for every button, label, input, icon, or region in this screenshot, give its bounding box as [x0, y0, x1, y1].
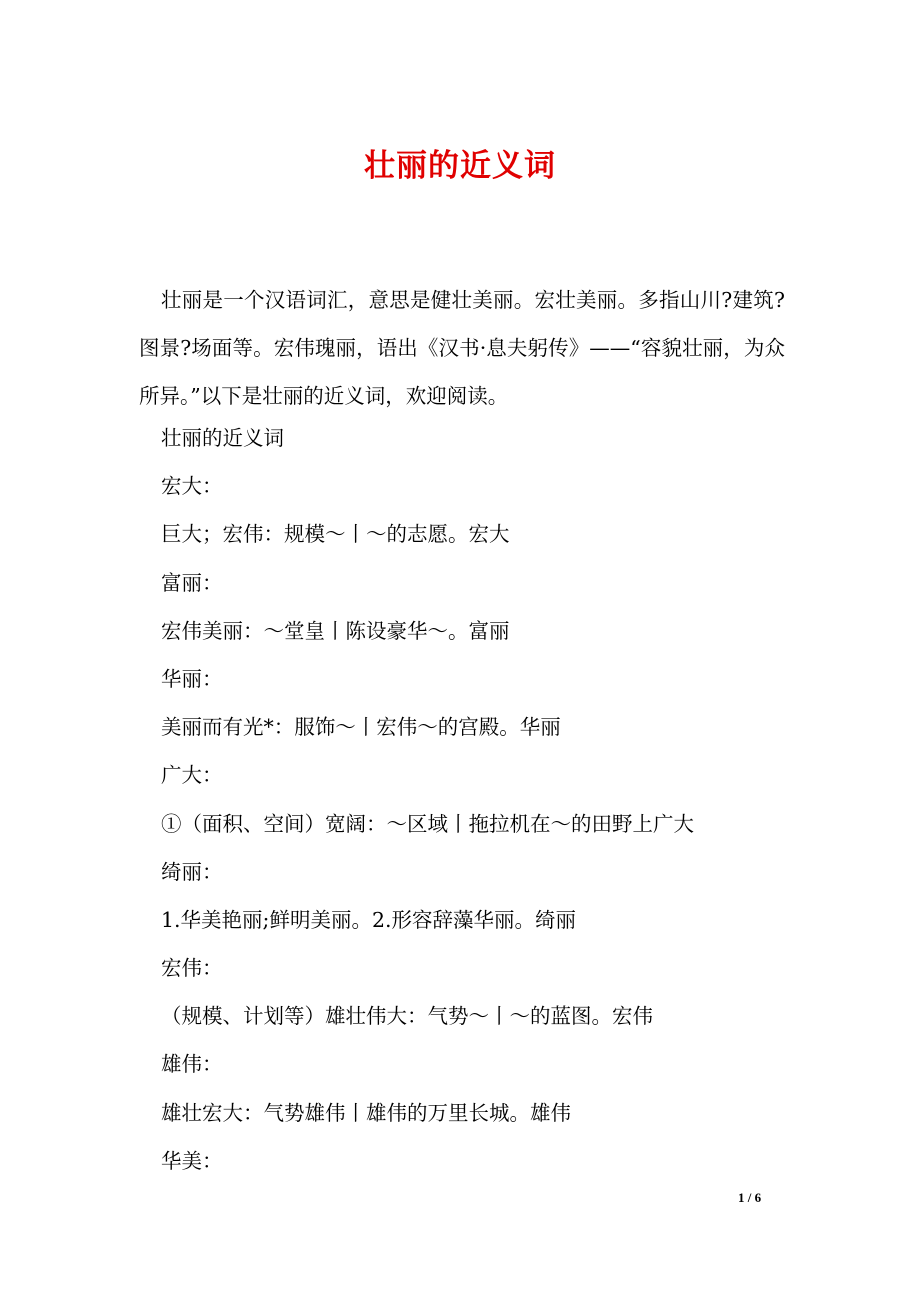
- list-item: 雄壮宏大：气势雄伟丨雄伟的万里长城。雄伟: [161, 1100, 571, 1125]
- list-item: （规模、计划等）雄壮伟大：气势～丨～的蓝图。宏伟: [161, 1004, 653, 1029]
- intro-paragraph: 壮丽是一个汉语词汇，意思是健壮美丽。宏壮美丽。多指山川?建筑?图景?场面等。宏伟瑰丽，语出《汉书·息夫躬传》——“容貌壮丽，为众所异。”以下是壮丽的近义词，欢迎阅读。: [139, 288, 785, 408]
- page-number: 1 / 6: [738, 1190, 762, 1205]
- list-item: 壮丽的近义词: [161, 426, 284, 450]
- list-item: 富丽：: [161, 570, 223, 595]
- list-item: 宏大：: [161, 474, 223, 499]
- list-item: 宏伟美丽：～堂皇丨陈设豪华～。富丽: [161, 618, 510, 643]
- list-item: 美丽而有光*：服饰～丨宏伟～的宫殿。华丽: [161, 715, 561, 740]
- list-item: 雄伟：: [161, 1052, 223, 1077]
- list-item: 宏伟：: [161, 956, 223, 981]
- list-item: 华美：: [161, 1148, 223, 1173]
- list-item: ①（面积、空间）宽阔：～区域丨拖拉机在～的田野上广大: [161, 811, 694, 836]
- list-item: 华丽：: [161, 666, 223, 691]
- list-item: 1.华美艳丽;鲜明美丽。2.形容辞藻华丽。绮丽: [161, 907, 577, 932]
- list-item: 巨大；宏伟：规模～丨～的志愿。宏大: [161, 522, 510, 547]
- document-title: 壮丽的近义词: [364, 148, 556, 184]
- list-item: 广大：: [161, 763, 223, 788]
- list-item: 绮丽：: [161, 859, 223, 884]
- synonym-list: [161, 414, 801, 1185]
